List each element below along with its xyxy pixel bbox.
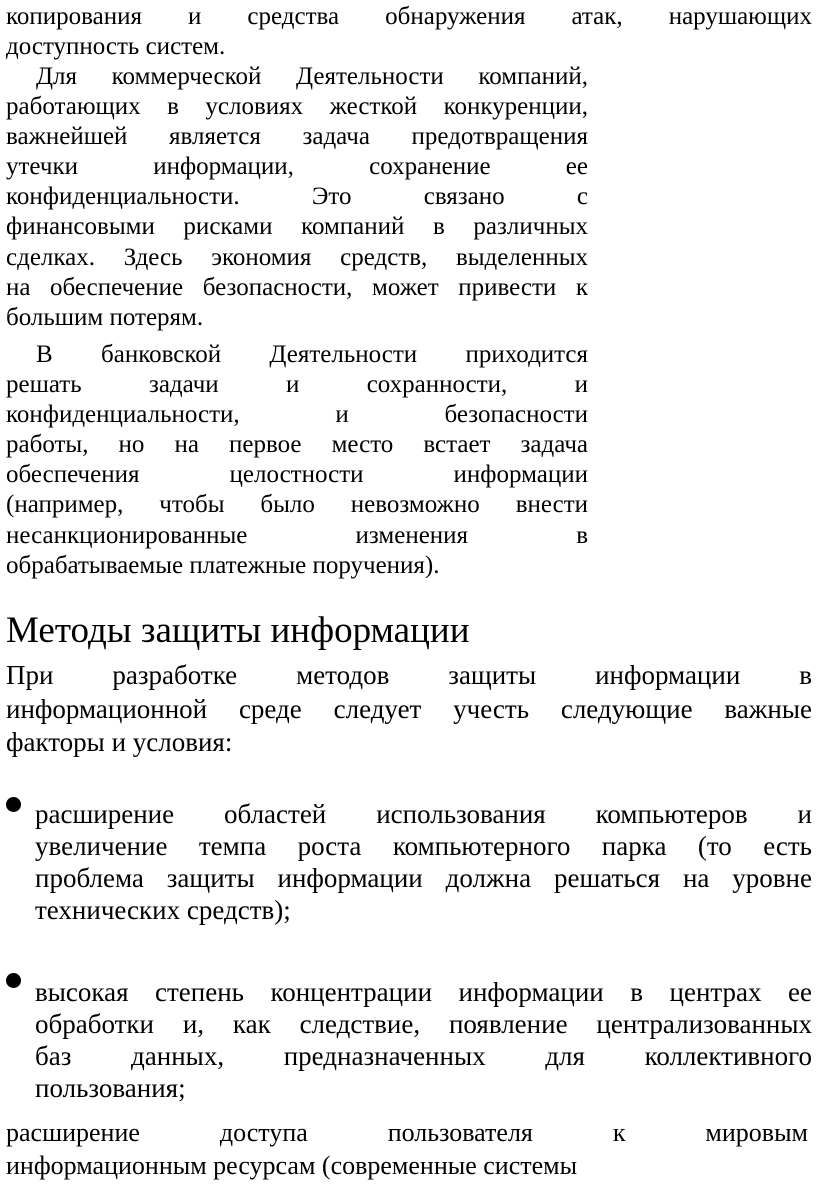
paragraph-tail — [6, 1116, 808, 1182]
bullet-dot-icon — [6, 797, 21, 812]
text-line: высокая степень концентрации информации в центрах ее — [35, 977, 812, 1007]
text-line: Для коммерческой Деятельности компаний, — [36, 63, 588, 90]
text-line: обеспечения целостности информации — [6, 461, 588, 489]
text-line: доступность систем. — [6, 33, 226, 60]
bullet-text — [35, 798, 812, 926]
text-line: факторы и условия: — [6, 727, 233, 757]
text-line: финансовыми рисками компаний в различных — [6, 213, 588, 241]
text-line: информационной среде следует учесть следующие важные — [6, 693, 812, 724]
text-line: В банковской Деятельности приходится — [36, 341, 588, 368]
text-line: работающих в условиях жесткой конкуренции, — [6, 93, 588, 121]
bullet-text — [35, 976, 812, 1104]
text-line: работы, но на первое место встает задача — [6, 431, 588, 459]
text-line: технических средств); — [35, 895, 291, 925]
text-line: копирования и средства обнаружения атак, нарушающих — [6, 3, 812, 30]
text-line: важнейшей является задача предотвращения — [6, 123, 588, 151]
text-line: обработки и, как следствие, появление централизованных — [35, 1009, 812, 1039]
text-line: баз данных, предназначенных для коллективного — [35, 1041, 812, 1071]
text-line: несанкционированные изменения в — [6, 521, 588, 549]
section-heading: Методы защиты информации — [6, 610, 470, 651]
text-line: При разработке методов защиты информации в — [6, 660, 812, 690]
text-line: увеличение темпа роста компьютерного парка (то есть — [35, 831, 812, 861]
text-line: конфиденциальности. Это связано с — [6, 183, 588, 211]
text-line: (например, чтобы было невозможно внести — [6, 491, 588, 519]
text-line: пользования; — [35, 1073, 186, 1103]
paragraph-commercial — [6, 62, 588, 333]
paragraph-intro — [6, 659, 812, 760]
text-line: проблема защиты информации должна решаться на уровне — [35, 863, 812, 893]
text-line: обрабатываемые платежные поручения). — [6, 551, 440, 579]
text-line: утечки информации, сохранение ее — [6, 153, 588, 181]
text-line: информационным ресурсам (современные системы — [6, 1151, 578, 1180]
text-line: большим потерям. — [6, 303, 204, 331]
text-line: расширение доступа пользователя к мировым — [6, 1118, 808, 1147]
paragraph-banking — [6, 340, 588, 581]
paragraph-top — [6, 2, 812, 62]
text-line: на обеспечение безопасности, может привести к — [6, 273, 588, 301]
text-line: решать задачи и сохранности, и — [6, 371, 588, 399]
text-line: конфиденциальности, и безопасности — [6, 401, 588, 429]
text-line: сделках. Здесь экономия средств, выделенных — [6, 243, 588, 271]
bullet-dot-icon — [6, 973, 21, 988]
text-line: расширение областей использования компьютеров и — [35, 799, 812, 829]
